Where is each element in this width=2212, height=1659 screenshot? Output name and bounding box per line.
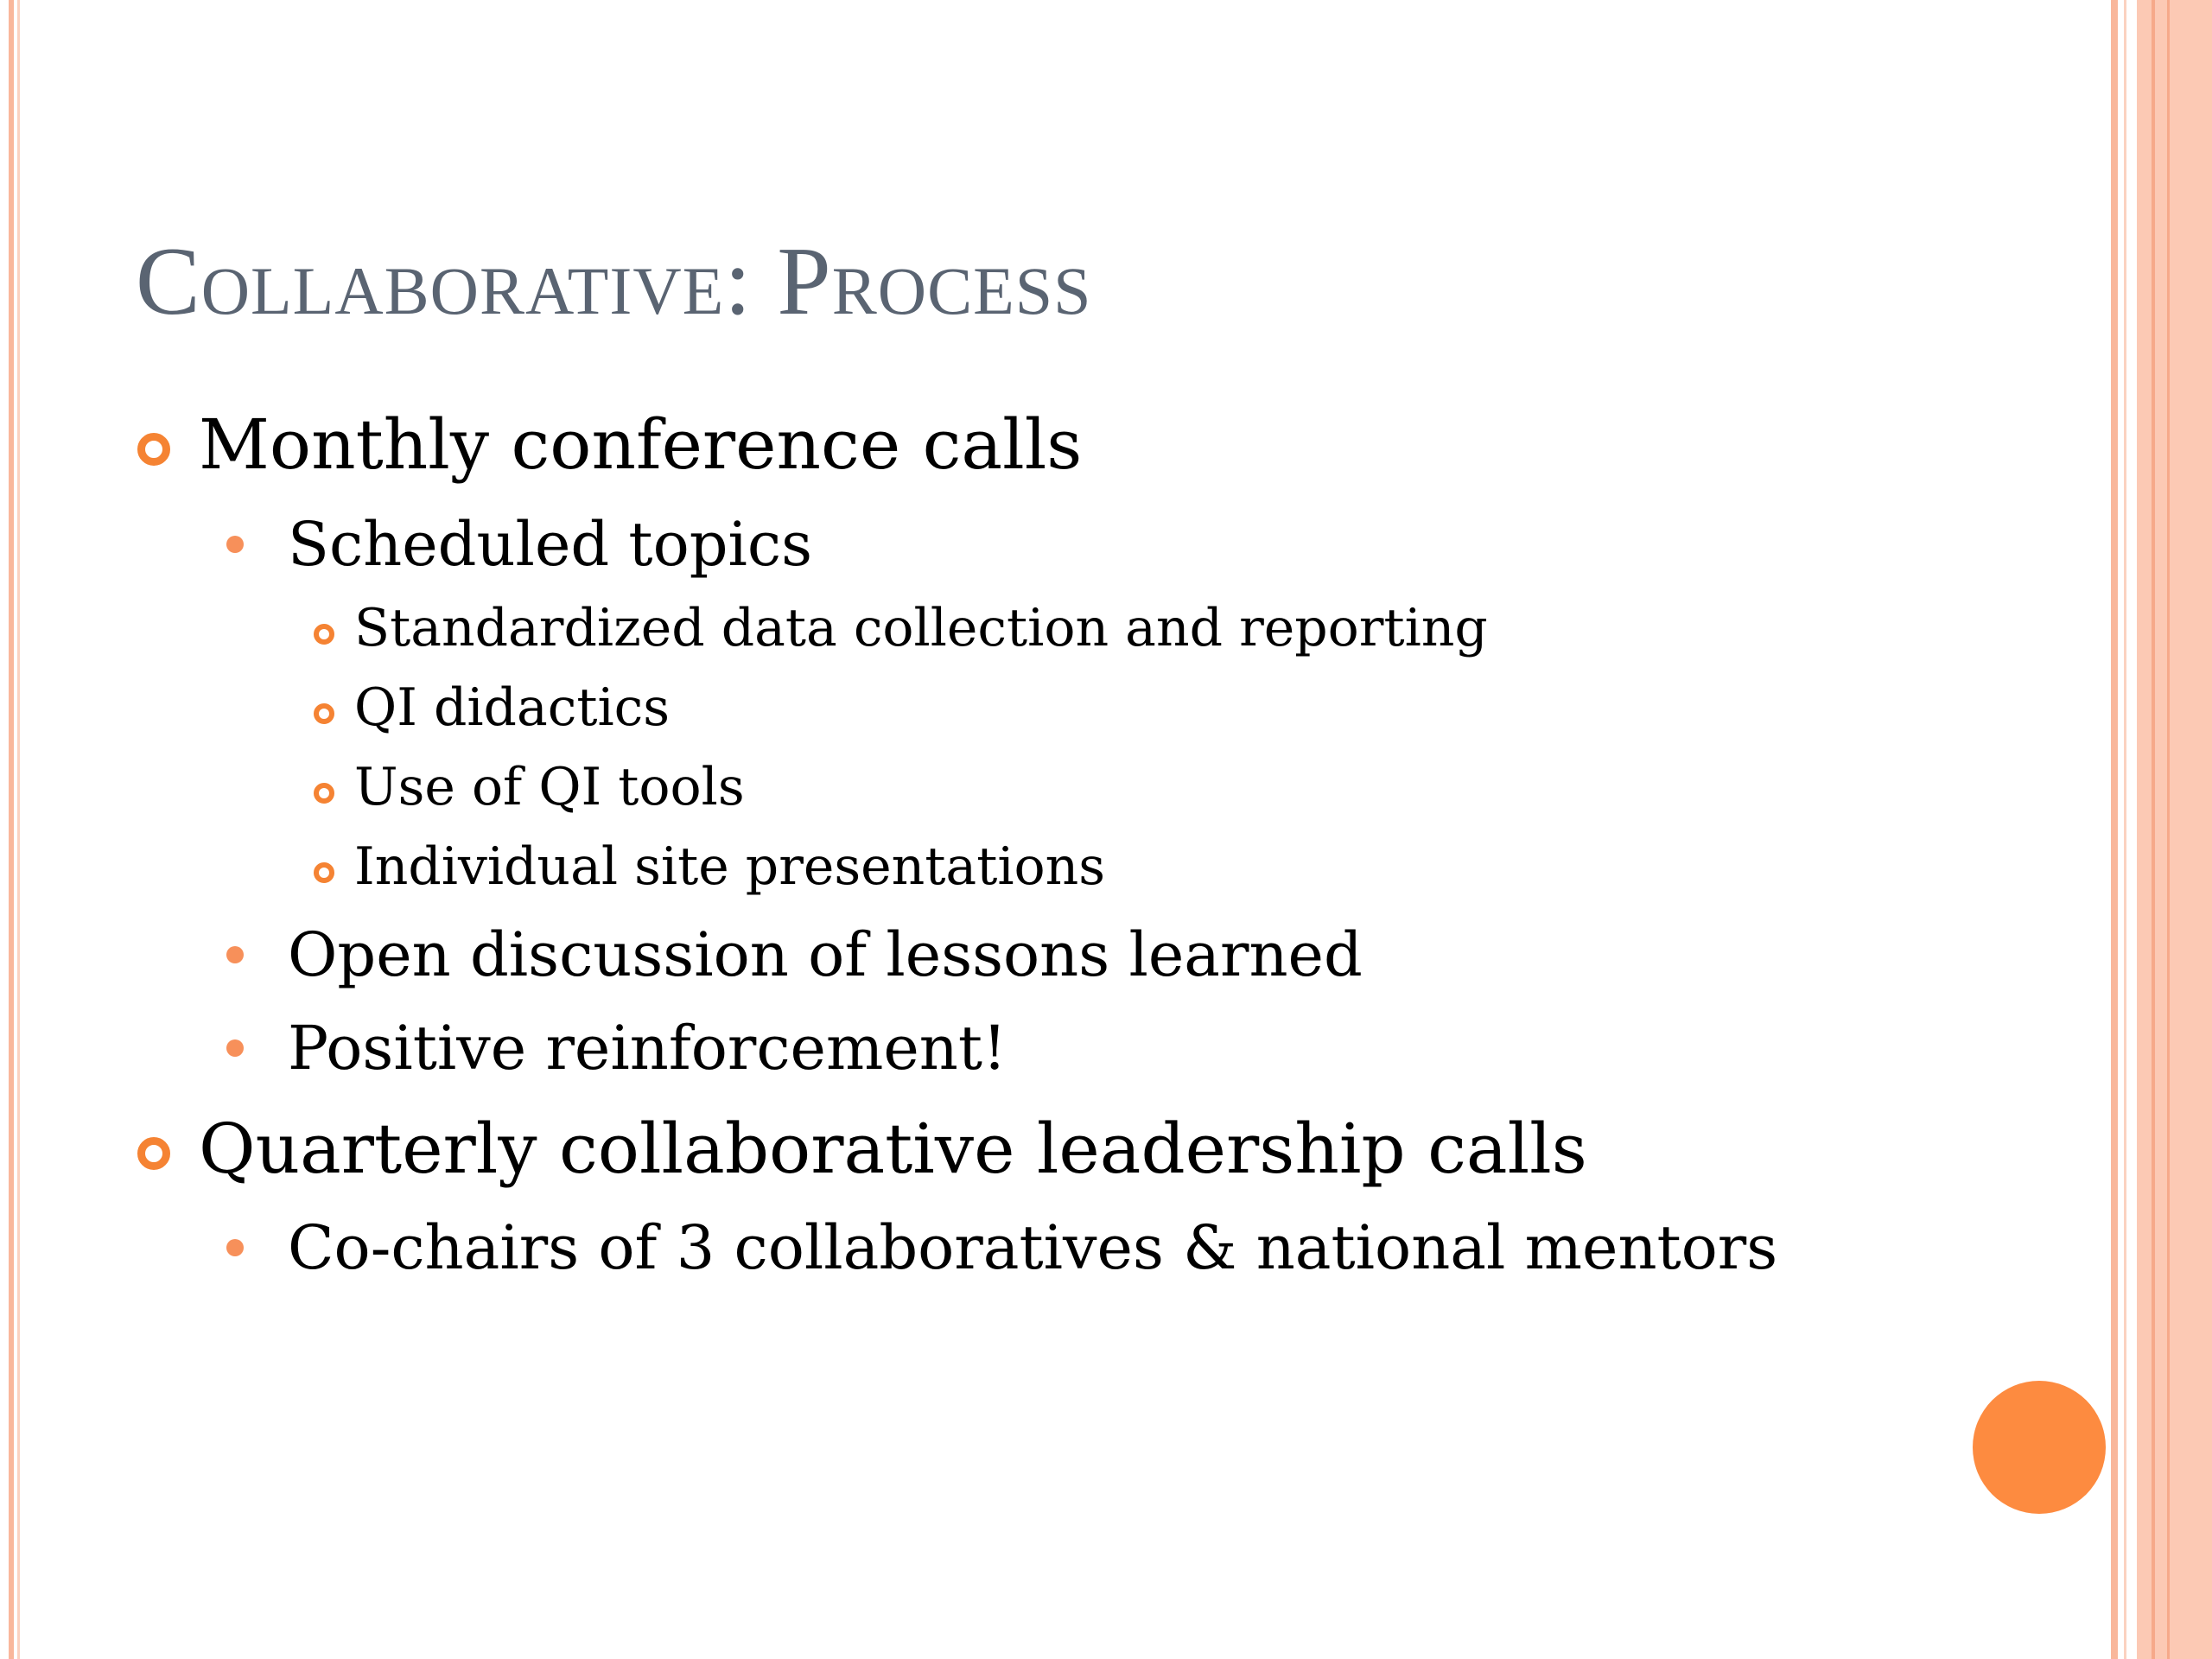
left-border-line-thin — [17, 0, 20, 1659]
right-band-stripe — [2167, 0, 2170, 1659]
slide-title: Collaborative: Process — [136, 228, 1092, 335]
bullet-level2: Co-chairs of 3 collaboratives & national mentors — [288, 1212, 1778, 1283]
ring-bullet-icon — [137, 433, 170, 466]
bullet-level3: Standardized data collection and reporting — [354, 598, 1488, 658]
dot-bullet-icon — [226, 536, 244, 553]
ring-bullet-icon — [314, 783, 334, 804]
right-border-band — [2137, 0, 2212, 1659]
ring-bullet-icon — [314, 624, 334, 645]
dot-bullet-icon — [226, 1239, 244, 1256]
ring-bullet-icon — [314, 703, 334, 724]
right-border-line — [2111, 0, 2118, 1659]
bullet-level2: Open discussion of lessons learned — [288, 919, 1363, 990]
decorative-circle — [1973, 1381, 2106, 1514]
dot-bullet-icon — [226, 1039, 244, 1057]
right-band-stripe — [2152, 0, 2155, 1659]
dot-bullet-icon — [226, 946, 244, 963]
bullet-level2: Scheduled topics — [288, 509, 813, 580]
left-border-line — [9, 0, 14, 1659]
bullet-level1: Quarterly collaborative leadership calls — [199, 1109, 1587, 1189]
ring-bullet-icon — [314, 862, 334, 883]
bullet-level3: QI didactics — [354, 677, 671, 738]
ring-bullet-icon — [137, 1137, 170, 1170]
bullet-level1: Monthly conference calls — [199, 404, 1083, 485]
bullet-level3: Use of QI tools — [354, 757, 745, 817]
bullet-level3: Individual site presentations — [354, 836, 1106, 897]
right-border-line-thin — [2124, 0, 2126, 1659]
bullet-level2: Positive reinforcement! — [288, 1013, 1007, 1084]
